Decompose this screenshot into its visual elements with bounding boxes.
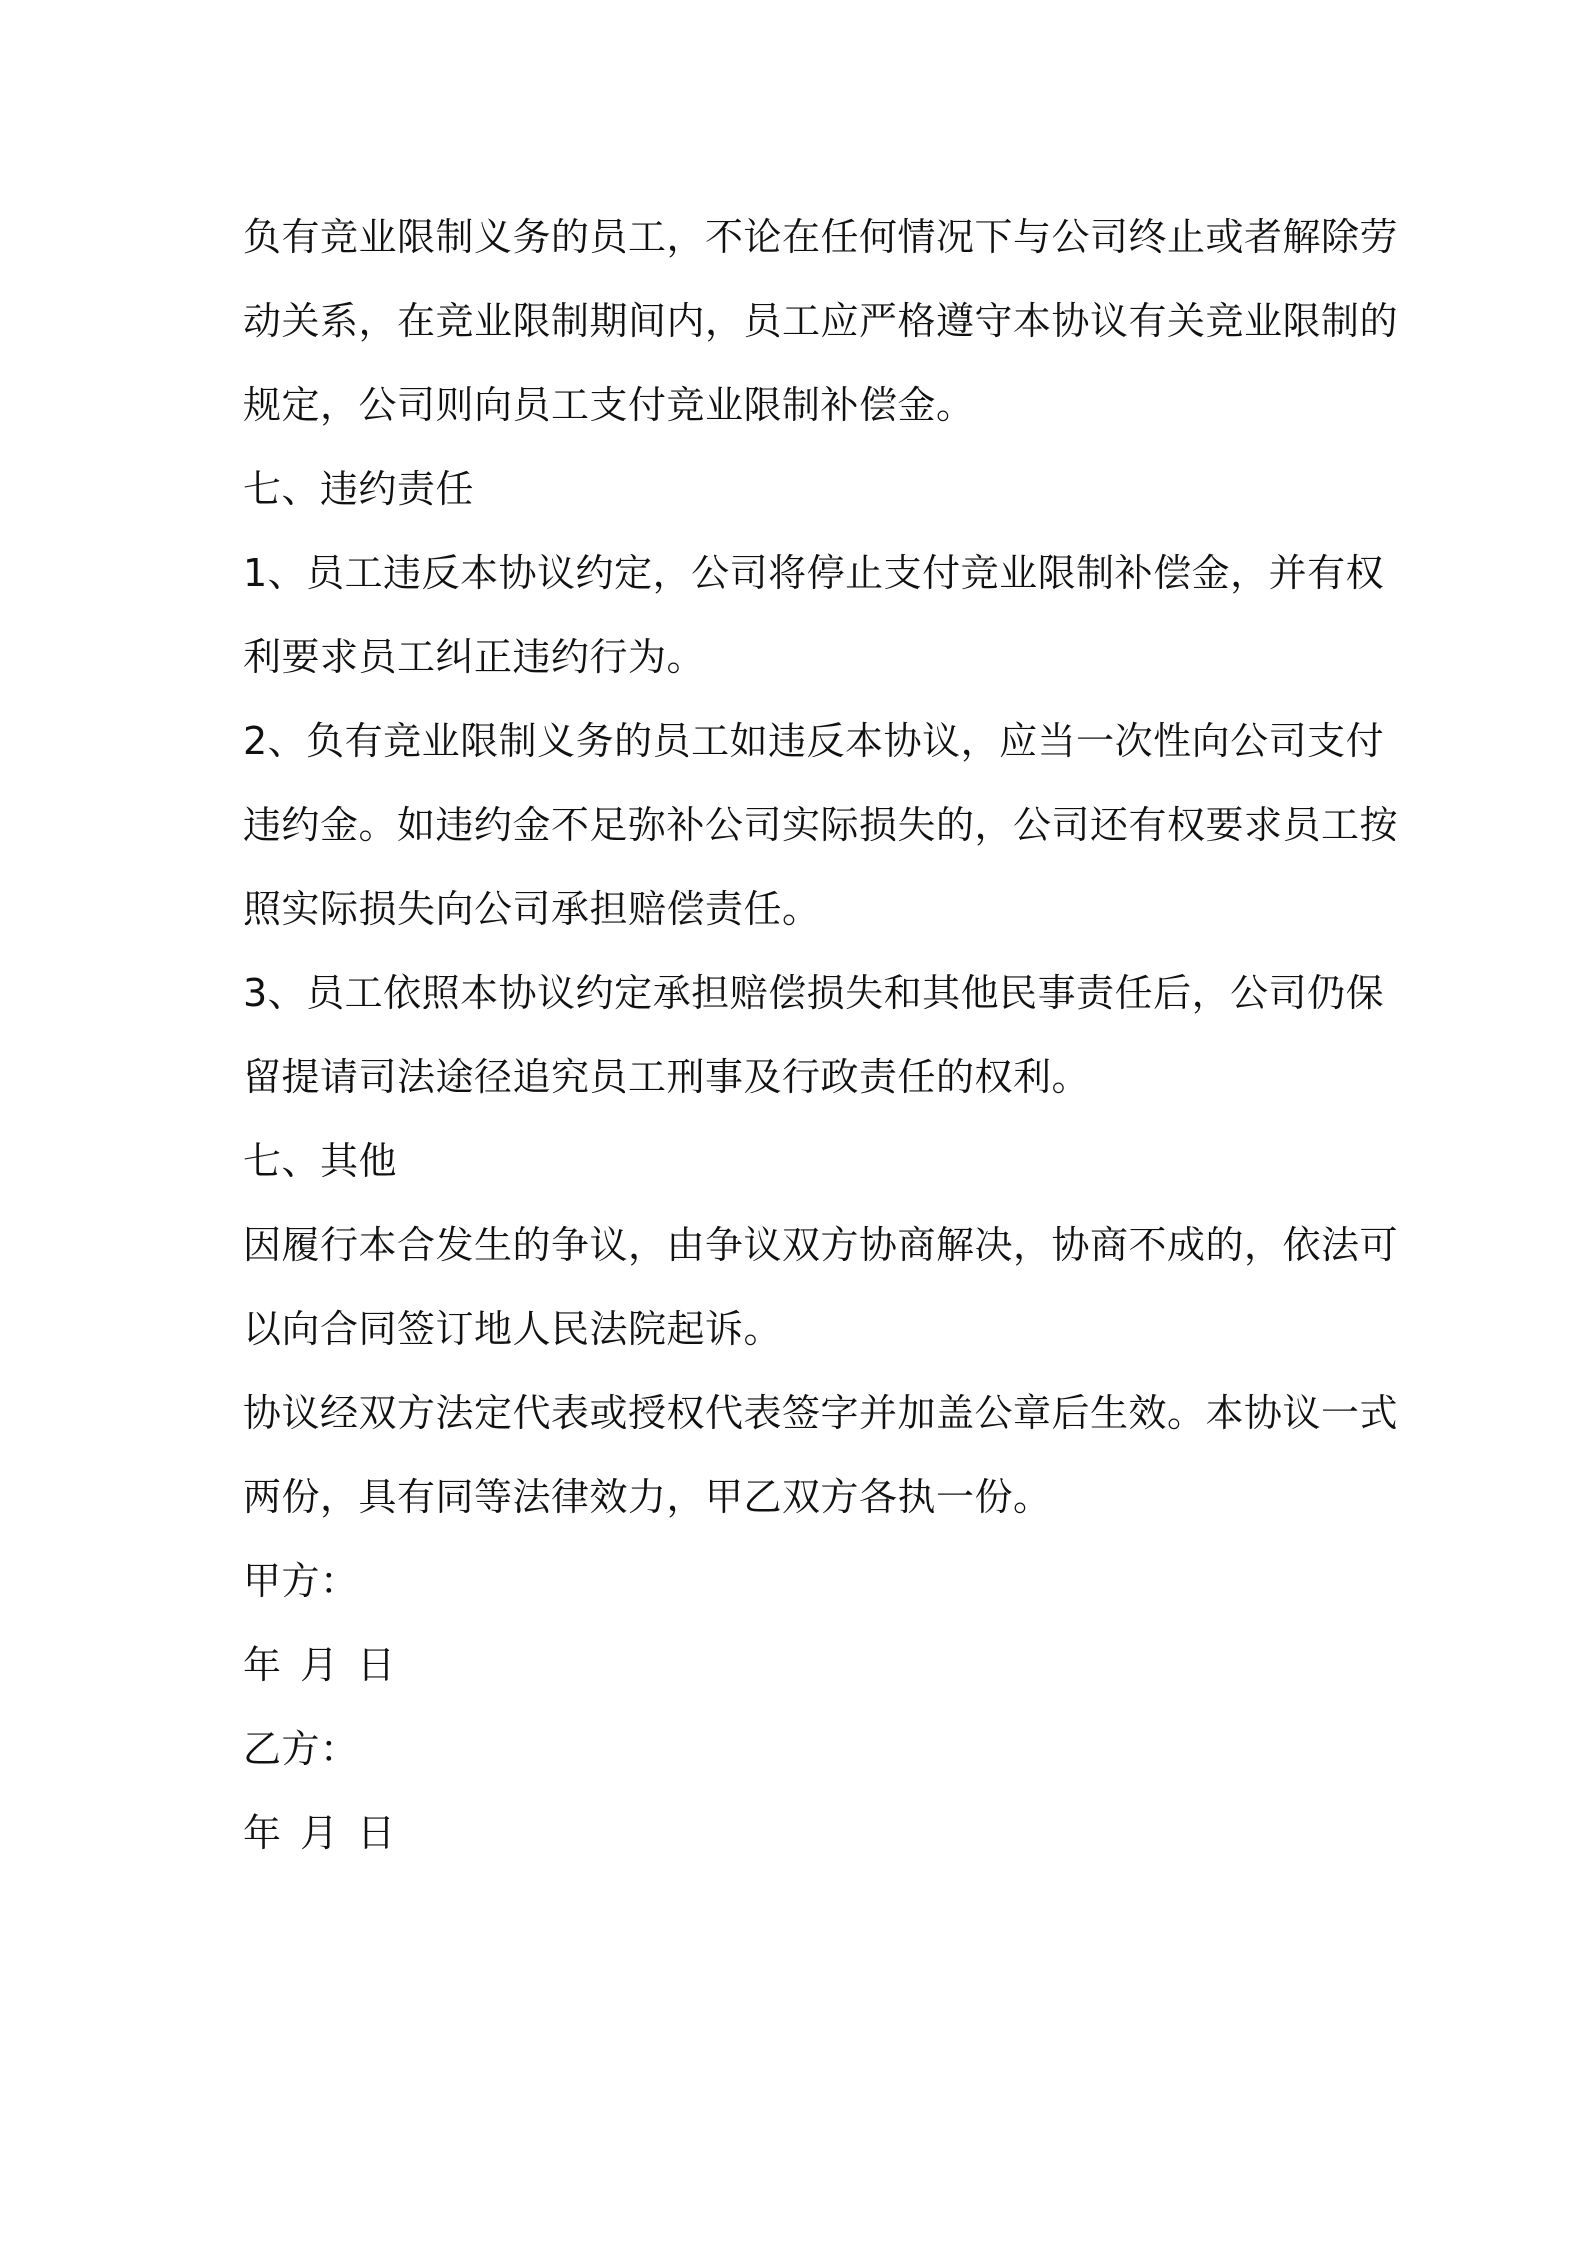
party-a-date: 年 月 日: [243, 1643, 396, 1687]
clause-text-line: 以向合同签订地人民法院起诉。: [243, 1307, 783, 1351]
party-a-label: 甲方：: [243, 1559, 359, 1603]
clause-text-line: 违约金。如违约金不足弥补公司实际损失的，公司还有权要求员工按: [243, 803, 1399, 847]
clause-text-line: 1、员工违反本协议约定，公司将停止支付竞业限制补偿金，并有权: [243, 551, 1385, 595]
clause-text-line: 负有竞业限制义务的员工，不论在任何情况下与公司终止或者解除劳: [243, 215, 1399, 259]
section-heading-breach-liability: 七、违约责任: [243, 467, 475, 511]
party-b-label: 乙方：: [243, 1727, 359, 1771]
clause-text-line: 两份，具有同等法律效力，甲乙双方各执一份。: [243, 1475, 1052, 1519]
clause-text-line: 照实际损失向公司承担赔偿责任。: [243, 887, 821, 931]
clause-text-line: 协议经双方法定代表或授权代表签字并加盖公章后生效。本协议一式: [243, 1391, 1399, 1435]
document-page: [243, 195, 1399, 1875]
clause-text-line: 动关系，在竞业限制期间内，员工应严格遵守本协议有关竞业限制的: [243, 299, 1399, 343]
clause-text-line: 利要求员工纠正违约行为。: [243, 635, 706, 679]
clause-text-line: 2、负有竞业限制义务的员工如违反本协议，应当一次性向公司支付: [243, 719, 1385, 763]
party-b-date: 年 月 日: [243, 1811, 396, 1855]
clause-text-line: 留提请司法途径追究员工刑事及行政责任的权利。: [243, 1055, 1091, 1099]
clause-text-line: 因履行本合发生的争议，由争议双方协商解决，协商不成的，依法可: [243, 1223, 1399, 1267]
section-heading-other: 七、其他: [243, 1139, 398, 1183]
clause-text-line: 3、员工依照本协议约定承担赔偿损失和其他民事责任后，公司仍保: [243, 971, 1385, 1015]
clause-text-line: 规定，公司则向员工支付竞业限制补偿金。: [243, 383, 975, 427]
